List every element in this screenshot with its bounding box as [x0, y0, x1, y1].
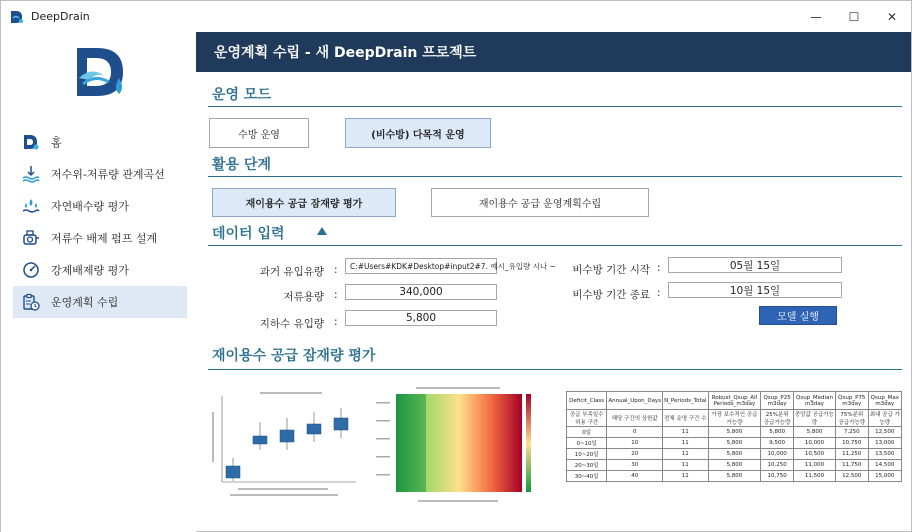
- table-cell: 10: [607, 438, 663, 449]
- table-cell: 5,800: [708, 427, 761, 438]
- clipboard-clock-icon: [21, 292, 41, 312]
- table-subheader-row: [567, 410, 902, 427]
- sidebar-item-label: 강제배제량 평가: [51, 264, 129, 277]
- sidebar-item-label: 저류수 배제 펌프 설계: [51, 232, 158, 245]
- table-cell: 10,500: [793, 449, 835, 460]
- past-inflow-path-field[interactable]: C:#Users#KDK#Desktop#input2#7. 예시_유입량 시나 ~: [345, 258, 497, 274]
- sidebar-item-label: 홈: [51, 136, 62, 149]
- stage-plan-button[interactable]: 재이용수 공급 운영계획수립: [431, 188, 649, 217]
- collapse-up-icon[interactable]: [317, 227, 327, 235]
- table-header-cell: Deficit_Class: [567, 392, 607, 410]
- table-row: [567, 460, 902, 471]
- table-header-cell: Robust_Qsup_All Periods_m3day: [708, 392, 761, 410]
- dry-start-field[interactable]: 05월 15일: [668, 257, 842, 273]
- sidebar-item-home[interactable]: [13, 126, 187, 158]
- table-row: [567, 427, 902, 438]
- run-model-button[interactable]: 모델 실행: [759, 306, 837, 325]
- table-cell: 11: [663, 449, 708, 460]
- table-cell: 0일: [567, 427, 607, 438]
- section-divider: [208, 106, 902, 107]
- section-divider: [208, 176, 902, 177]
- pump-icon: [21, 228, 41, 248]
- table-cell: 11: [663, 427, 708, 438]
- gauge-icon: [21, 260, 41, 280]
- sidebar-item-pump-design[interactable]: [13, 222, 187, 254]
- table-cell: 10,000: [761, 449, 794, 460]
- table-header-cell: N_Periods_Total: [663, 392, 708, 410]
- table-cell: 11: [663, 471, 708, 482]
- table-header-cell: Qsup_Max m3day: [868, 392, 901, 410]
- table-cell: 10,000: [793, 438, 835, 449]
- table-subheader-cell: 75%분위 공급가능량: [835, 410, 868, 427]
- table-cell: 14,500: [868, 460, 901, 471]
- table-subheader-cell: 가장 보수적인 공급 가능량: [708, 410, 761, 427]
- deepdrain-logo: [73, 44, 129, 100]
- table-cell: 11: [663, 460, 708, 471]
- page-title: 운영계획 수립 - 새 DeepDrain 프로젝트: [196, 32, 911, 72]
- table-cell: 30: [607, 460, 663, 471]
- table-cell: 10,750: [761, 471, 794, 482]
- table-subheader-cell: 해당 구간의 상한값: [607, 410, 663, 427]
- table-header-cell: Qsup_Median m3day: [793, 392, 835, 410]
- table-cell: 10,250: [761, 460, 794, 471]
- section-title-mode: 운영 모드: [212, 87, 271, 103]
- sidebar-item-natural-drain[interactable]: [13, 190, 187, 222]
- table-header-cell: Annual_Upon_Days: [607, 392, 663, 410]
- sidebar: [1, 32, 196, 532]
- table-cell: 10,750: [835, 438, 868, 449]
- section-divider: [208, 245, 902, 246]
- table-cell: 11,750: [835, 460, 868, 471]
- water-level-icon: [21, 164, 41, 184]
- table-row: [567, 449, 902, 460]
- table-cell: 40: [607, 471, 663, 482]
- mode-flood-button[interactable]: 수방 운영: [209, 118, 309, 148]
- colon: :: [334, 264, 338, 276]
- table-subheader-cell: 중앙값 공급가능량: [793, 410, 835, 427]
- table-cell: 5,800: [793, 427, 835, 438]
- storage-label: 저류용량: [283, 291, 324, 303]
- table-subheader-cell: 최대 공급 가능량: [868, 410, 901, 427]
- table-cell: 5,800: [761, 427, 794, 438]
- sidebar-item-label: 저수위-저류량 관계곡선: [51, 168, 165, 181]
- table-cell: 0~10일: [567, 438, 607, 449]
- past-inflow-label: 과거 유입유량: [259, 266, 324, 278]
- table-cell: 11,500: [793, 471, 835, 482]
- results-table-container: [566, 391, 902, 503]
- main-panel: [196, 32, 911, 532]
- sidebar-item-water-level[interactable]: [13, 158, 187, 190]
- section-divider: [208, 369, 902, 370]
- sidebar-item-forced-drain[interactable]: [13, 254, 187, 286]
- sidebar-item-label: 자연배수량 평가: [51, 200, 129, 213]
- home-logo-icon: [21, 132, 41, 152]
- table-cell: 11: [663, 438, 708, 449]
- minimize-button[interactable]: —: [810, 9, 822, 24]
- table-header-row: [567, 392, 902, 410]
- table-subheader-cell: 전체 운영 구간 수: [663, 410, 708, 427]
- groundwater-field[interactable]: 5,800: [345, 310, 497, 326]
- table-cell: 11,000: [793, 460, 835, 471]
- sidebar-item-label: 운영계획 수립: [51, 296, 119, 309]
- natural-drain-icon: [21, 196, 41, 216]
- stage-potential-button[interactable]: 재이용수 공급 잠재량 평가: [212, 188, 396, 217]
- maximize-button[interactable]: ☐: [848, 9, 860, 24]
- close-button[interactable]: ✕: [886, 9, 898, 24]
- dry-end-field[interactable]: 10월 15일: [668, 282, 842, 298]
- sidebar-item-operation-plan[interactable]: [13, 286, 187, 318]
- table-cell: 30~40일: [567, 471, 607, 482]
- table-cell: 5,800: [708, 438, 761, 449]
- boxplot-thumbnail: [208, 388, 360, 508]
- section-title-stage: 활용 단계: [212, 157, 271, 173]
- colon: :: [334, 289, 338, 301]
- table-cell: 15,000: [868, 471, 901, 482]
- table-cell: 5,800: [708, 471, 761, 482]
- table-header-cell: Qsup_P75 m3day: [835, 392, 868, 410]
- table-cell: 10~20일: [567, 449, 607, 460]
- table-cell: 13,000: [868, 438, 901, 449]
- table-cell: 12,500: [868, 427, 901, 438]
- table-cell: 13,500: [868, 449, 901, 460]
- dry-end-label: 비수방 기간 종료: [572, 289, 650, 301]
- section-title-result: 재이용수 공급 잠재량 평가: [212, 348, 376, 364]
- table-cell: 20: [607, 449, 663, 460]
- heatmap-thumbnail: [368, 384, 548, 508]
- storage-field[interactable]: 340,000: [345, 284, 497, 300]
- sidebar-nav: [13, 126, 187, 318]
- dry-start-label: 비수방 기간 시작: [572, 264, 650, 276]
- mode-multipurpose-button[interactable]: (비수방) 다목적 운영: [345, 118, 491, 148]
- table-header-cell: Qsup_P25 m3day: [761, 392, 794, 410]
- results-table: [566, 391, 902, 482]
- colon: :: [334, 316, 338, 328]
- table-row: [567, 438, 902, 449]
- table-cell: 5,800: [708, 460, 761, 471]
- table-cell: 5,800: [708, 449, 761, 460]
- section-title-input: 데이터 입력: [212, 226, 285, 242]
- app-logo-icon: [9, 9, 25, 25]
- colon: :: [657, 287, 661, 299]
- table-cell: 12,500: [835, 471, 868, 482]
- table-cell: 20~30일: [567, 460, 607, 471]
- table-cell: 11,250: [835, 449, 868, 460]
- table-cell: 0: [607, 427, 663, 438]
- table-cell: 7,250: [835, 427, 868, 438]
- table-subheader-cell: 25%분위 공급가능량: [761, 410, 794, 427]
- groundwater-label: 지하수 유입량: [259, 318, 324, 330]
- table-subheader-cell: 공급 부족일수 허용 구간: [567, 410, 607, 427]
- table-cell: 9,500: [761, 438, 794, 449]
- title-bar: [1, 1, 911, 32]
- window-title: DeepDrain: [31, 10, 90, 23]
- table-row: [567, 471, 902, 482]
- colon: :: [657, 262, 661, 274]
